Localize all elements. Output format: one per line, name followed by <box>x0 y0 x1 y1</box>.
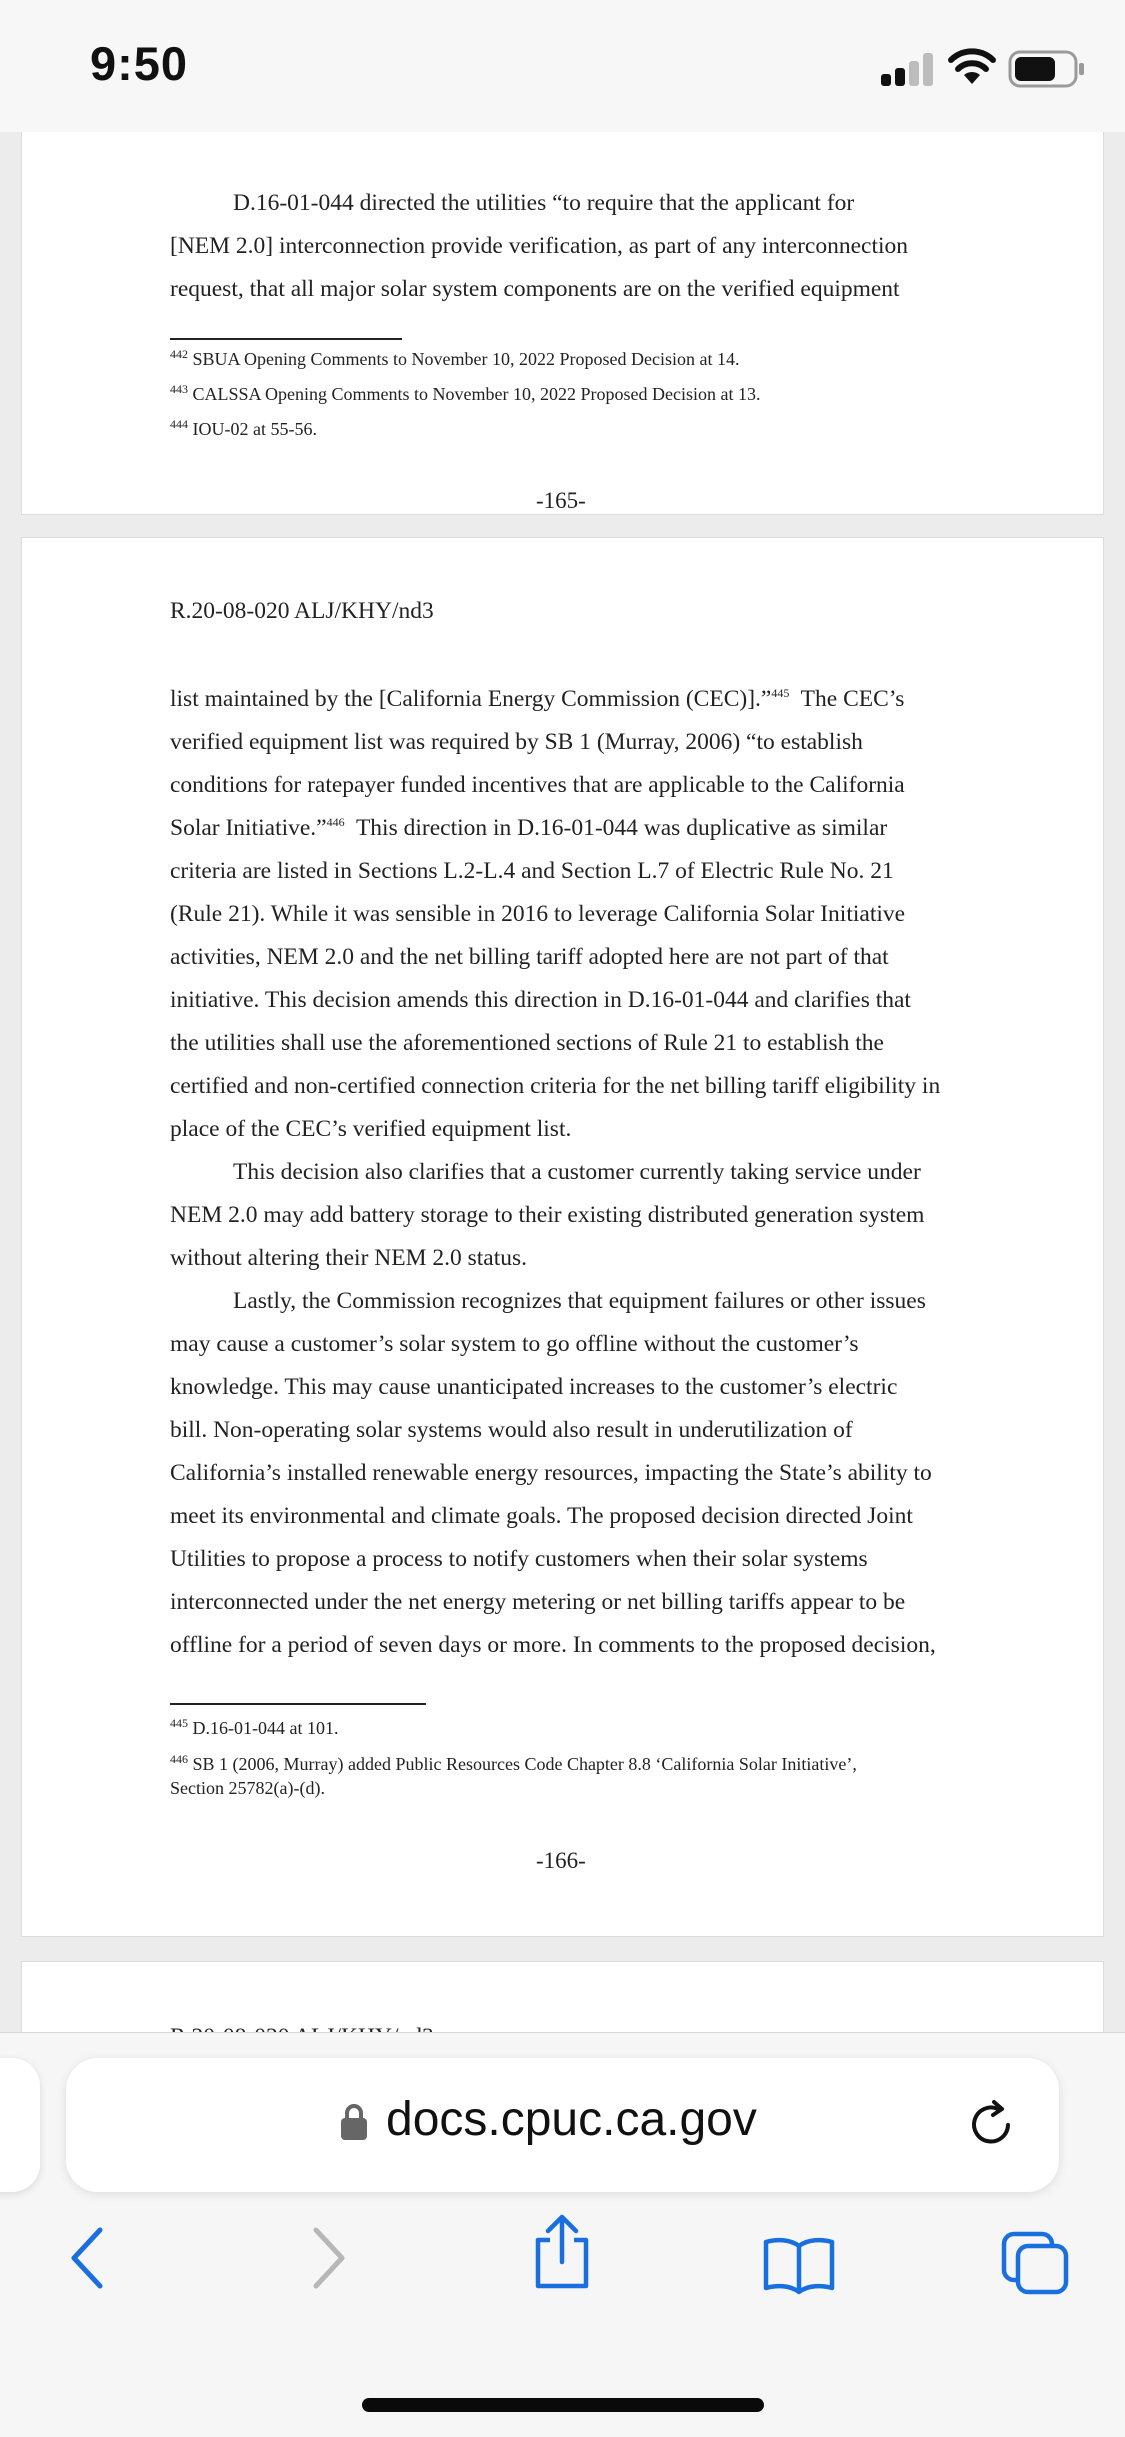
body-line: D.16-01-044 directed the utilities “to require that the applicant for <box>233 190 855 216</box>
footnote: $^{446}$ SB 1 (2006, Murray) added Public Resources Code Chapter 8.8 ‘California Solar Initiative’, <box>170 1752 857 1774</box>
pdf-page-166 <box>22 538 1103 1936</box>
share-icon[interactable] <box>530 2214 594 2290</box>
body-line: place of the CEC’s verified equipment list. <box>170 1116 572 1142</box>
footnote: $^{442}$ SBUA Opening Comments to November 10, 2022 Proposed Decision at 14. <box>170 347 740 369</box>
body-line: verified equipment list was required by SB 1 (Murray, 2006) “to establish <box>170 729 863 755</box>
footnote-separator <box>170 1703 426 1705</box>
body-line: criteria are listed in Sections L.2-L.4 and Section L.7 of Electric Rule No. 21 <box>170 858 894 884</box>
footnote: $^{445}$ D.16-01-044 at 101. <box>170 1716 339 1738</box>
back-icon[interactable] <box>66 2226 110 2290</box>
home-indicator[interactable] <box>362 2398 764 2412</box>
footnote: Section 25782(a)-(d). <box>170 1778 325 1798</box>
body-line: Lastly, the Commission recognizes that equipment failures or other issues <box>233 1288 926 1314</box>
body-line: California’s installed renewable energy resources, impacting the State’s ability to <box>170 1460 932 1486</box>
previous-tab-peek[interactable] <box>0 2058 40 2192</box>
cellular-signal-icon <box>881 50 937 86</box>
body-line: the utilities shall use the aforementioned sections of Rule 21 to establish the <box>170 1030 884 1056</box>
footnote: $^{443}$ CALSSA Opening Comments to November 10, 2022 Proposed Decision at 13. <box>170 382 761 404</box>
status-bar <box>0 0 1125 132</box>
forward-icon[interactable] <box>306 2226 350 2290</box>
body-line: meet its environmental and climate goals. The proposed decision directed Joint <box>170 1503 913 1529</box>
body-line: Utilities to propose a process to notify customers when their solar systems <box>170 1546 868 1572</box>
page-number: -165- <box>536 488 586 513</box>
wifi-icon <box>948 48 996 86</box>
footnote: $^{444}$ IOU-02 at 55-56. <box>170 417 317 439</box>
url-text: docs.cpuc.ca.gov <box>386 2093 757 2146</box>
body-line: initiative. This decision amends this direction in D.16-01-044 and clarifies that <box>170 987 911 1013</box>
body-line: interconnected under the net energy metering or net billing tariffs appear to be <box>170 1589 906 1615</box>
reload-icon[interactable] <box>964 2098 1018 2152</box>
body-line: knowledge. This may cause unanticipated increases to the customer’s electric <box>170 1374 898 1400</box>
bookmarks-icon[interactable] <box>762 2236 836 2292</box>
body-line: list maintained by the [California Energy Commission (CEC)].”$^{445}$ The CEC’s <box>170 686 905 712</box>
footnote-reference[interactable]: 446 <box>326 815 345 830</box>
body-line: without altering their NEM 2.0 status. <box>170 1245 528 1271</box>
status-time: 9:50 <box>90 37 189 90</box>
lock-icon <box>339 2102 369 2142</box>
body-line: activities, NEM 2.0 and the net billing tariff adopted here are not part of that <box>170 944 889 970</box>
docket-header: R.20-08-020 ALJ/KHY/nd3 <box>170 598 434 624</box>
body-line: bill. Non-operating solar systems would also result in underutilization of <box>170 1417 853 1443</box>
body-line: NEM 2.0 may add battery storage to their existing distributed generation system <box>170 1202 925 1228</box>
body-line: This decision also clarifies that a customer currently taking service under <box>233 1159 921 1185</box>
tabs-icon[interactable] <box>1000 2230 1070 2296</box>
footnote-separator <box>170 338 402 340</box>
body-line: certified and non-certified connection criteria for the net billing tariff eligibility in <box>170 1073 941 1099</box>
body-line: conditions for ratepayer funded incentives that are applicable to the California <box>170 772 905 798</box>
footnote-reference[interactable]: 445 <box>771 686 790 701</box>
body-line: request, that all major solar system components are on the verified equipment <box>170 276 900 302</box>
body-line: (Rule 21). While it was sensible in 2016 to leverage California Solar Initiative <box>170 901 906 927</box>
battery-icon <box>1008 50 1086 88</box>
body-line: offline for a period of seven days or more. In comments to the proposed decision, <box>170 1632 936 1658</box>
body-line: Solar Initiative.”$^{446}$ This direction in D.16-01-044 was duplicative as similar <box>170 815 888 841</box>
body-line: [NEM 2.0] interconnection provide verification, as part of any interconnection <box>170 233 909 259</box>
pdf-viewer[interactable] <box>0 132 1125 2032</box>
address-bar[interactable] <box>66 2058 1059 2192</box>
body-line: may cause a customer’s solar system to go offline without the customer’s <box>170 1331 859 1357</box>
page-number: -166- <box>536 1848 586 1873</box>
